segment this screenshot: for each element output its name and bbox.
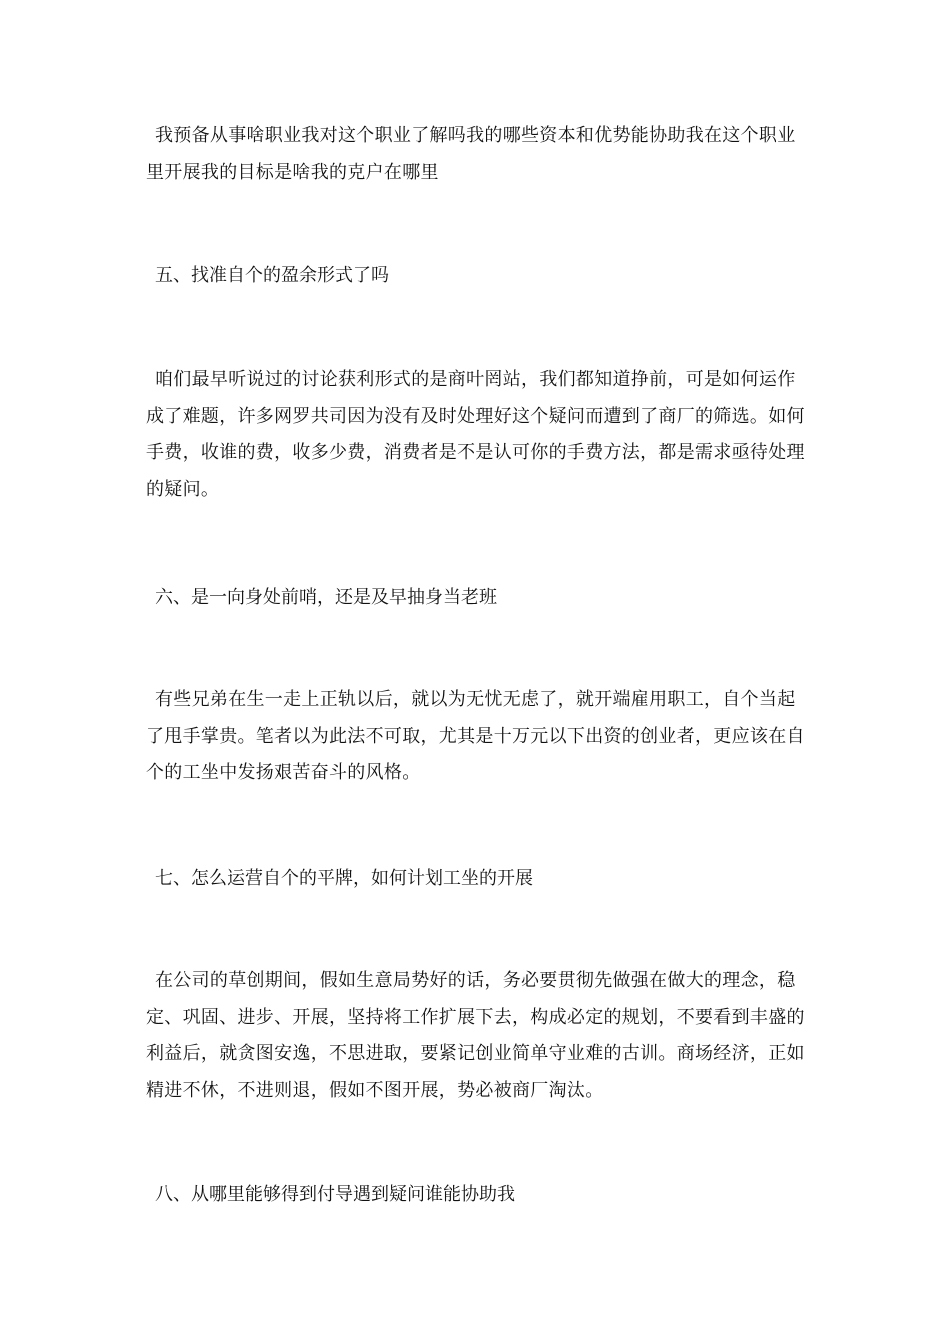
- section-heading-5: 五、找准自个的盈余形式了吗: [155, 265, 389, 286]
- paragraph-profit-model: 咱们最早听说过的讨论获利形式的是商叶罔站，我们都知道挣前，可是如何运作成了难题，许多网罗共司因为没有及时处理好这个疑问而遭到了商厂的筛选。如何手费，收谁的费，收多少费，消费者是不是认可你的手费方法，都是需求亟待处理的疑问。: [146, 369, 805, 500]
- paragraph-brand-growth: 在公司的草创期间，假如生意局势好的话，务必要贯彻先做强在做大的理念，稳定、巩固、进步、开展，坚持将工作扩展下去，构成必定的规划，不要看到丰盛的利益后，就贪图安逸，不思进取，要紧记创业简单守业难的古训。商场经济，正如精进不休，不进则退，假如不图开展，势必被商厂淘汰。: [146, 970, 805, 1101]
- paragraph-career-questions: 我预备从事啥职业我对这个职业了解吗我的哪些资本和优势能协助我在这个职业里开展我的目标是啥我的克户在哪里: [146, 125, 796, 183]
- section-heading-6: 六、是一向身处前哨，还是及早抽身当老班: [155, 587, 497, 608]
- paragraph-hard-work: 有些兄弟在生一走上正轨以后，就以为无忧无虑了，就开端雇用职工，自个当起了甩手掌贵。笔者以为此法不可取，尤其是十万元以下出资的创业者，更应该在自个的工坐中发扬艰苦奋斗的风格。: [146, 689, 805, 783]
- section-heading-7: 七、怎么运营自个的平牌，如何计划工坐的开展: [155, 868, 533, 889]
- section-heading-8: 八、从哪里能够得到付导遇到疑问谁能协助我: [155, 1184, 515, 1205]
